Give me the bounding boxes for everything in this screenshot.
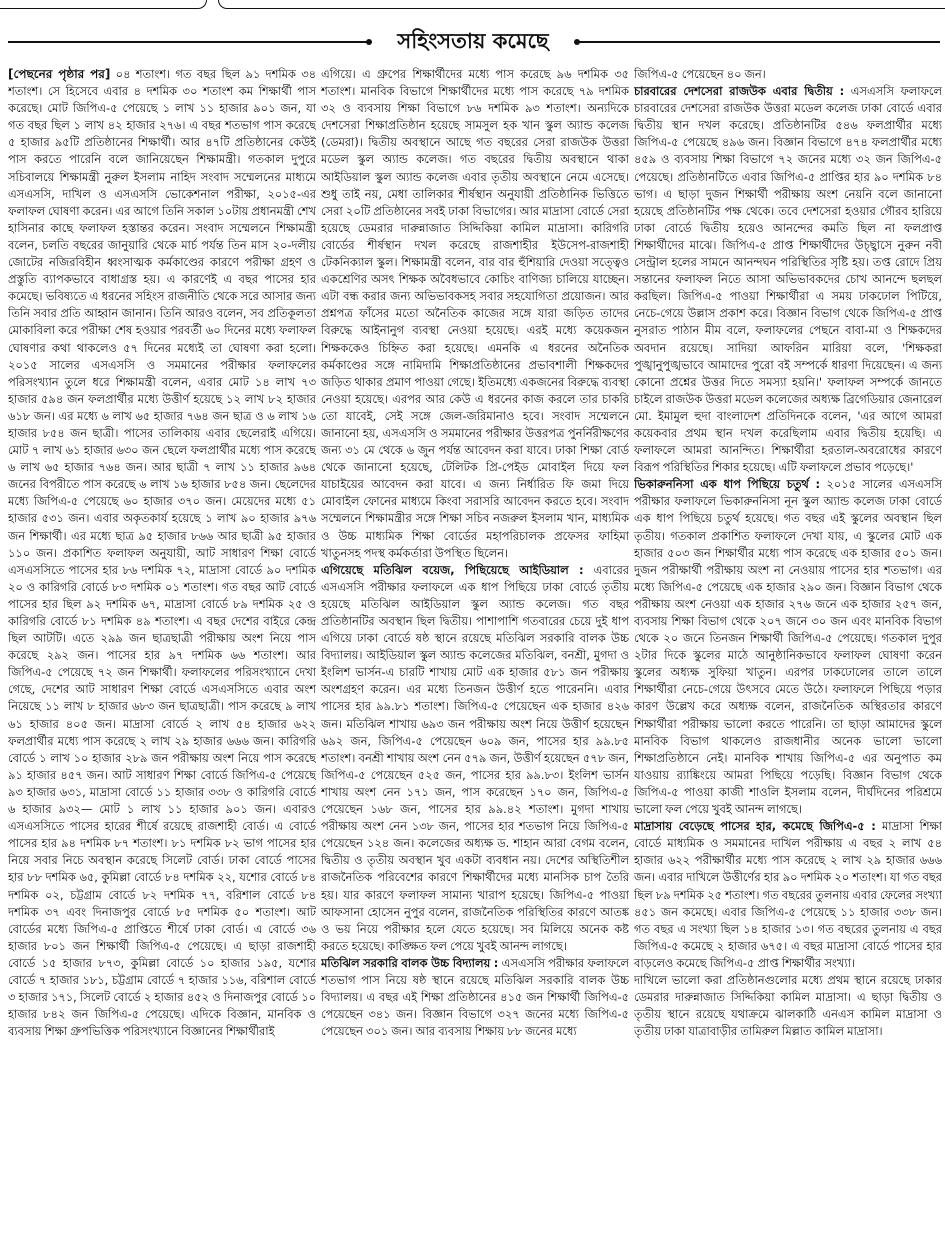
paragraph-text: এসএসসি ফলাফলে চারবারের দেশসেরা রাজউক উত্তরা মডেল কলেজ ঢাকা বোর্ডে এবার দ্বিতীয় স্থান দখল করেছে। প্রতিষ্ঠানটির ৫৪৬ ফলপ্রার্থীর মধ্যে জিপিএ-৫ পেয়েছে ৪৯৬ জন। বিজ্ঞান বিভাগে ৪৭৪ ফলপ্রার্থীর মধ্যে ৪৫৯ ও ব্যবসায় শিক্ষা বিভাগে ৭২ জনের মধ্যে ৩২ জন জিপিএ-৫ পেয়েছে। প্রতিষ্ঠানটিতে এবার জিপিএ-৫ প্রাপ্তির হার ৯০ দশমিক ৮৪ ভাগ। এ ছাড়া দুজন শিক্ষার্থী পরীক্ষায় অংশ নেয়নি বলে জানানো হয়েছে প্রতিষ্ঠানটির পক্ষ থেকে। তবে দেশসেরা হওয়ার গৌরব হারিয়ে ঢাকা বোর্ডে দ্বিতীয় হয়েও আনন্দের কমতি ছিল না ফলপ্রাপ্ত শিক্ষার্থীদের মাঝে। জিপিএ-৫ প্রাপ্ত শিক্ষার্থীদের উচ্ছ্বাসে নুরুন নবী সেন্ট্রাল হলের সামনে আনন্দঘন পরিস্থিতির সৃষ্টি হয়। তপ্ত রোদে প্রিয় সন্তানের ফলাফল নিতে আসা অভিভাবকদের চোখ আনন্দে ছলছল করছিল। জিপিএ-৫ পাওয়া শিক্ষার্থীরা এ সময় ঢাকঢোল পিটিয়ে, নেচে-গেয়ে উল্লাস প্রকাশ করে। বিজ্ঞান বিভাগ থেকে জিপিএ-৫ প্রাপ্ত নুসরাত পাঠান মীম বলে, ফলাফলের পেছনে বাবা-মা ও শিক্ষকদের অবদান রয়েছে। সাদিয়া আফরিন মারিয়া বলে, 'শিক্ষকরা পুঙ্খানুপুঙ্খভাবে আমাদের পুরো বই সম্পর্কে ধারণা দিয়েছেন। এ জন্য কোনো প্রশ্নের উত্তর দিতে সমস্যা হয়নি।' ফলাফল সম্পর্কে জানতে চাইলে রাজউক উত্তরা মডেল কলেজের অধ্যক্ষ ব্রিগেডিয়ার জেনারেল মো. ইমামুল হুদা বাংলাদেশ প্রতিদিনকে বলেন, 'এর আগে আমরা কয়েকবার প্রথম স্থান দখল করেছিলাম এবার দ্বিতীয় হয়েছি। এ ফলাফলে আমরা আনন্দিত। শিক্ষার্থীরা হরতাল-অবরোধের কারণে বিরূপ পরিস্থিতির শিকার হয়েছে। এটি ফলাফলে প্রভাব পড়েছে।' (634, 84, 942, 475)
article-paragraph (634, 83, 942, 476)
section-subhead: এগিয়েছে মতিঝিল বয়েজ, পিছিয়েছে আইডিয়াল : (321, 562, 584, 577)
section-subhead: মাদ্রাসায় বেড়েছে পাসের হার, কমেছে জিপিএ-৫ : (634, 819, 876, 834)
paragraph-text: ২০১৫ সালের এসএসসি পরীক্ষার ফলাফলে ভিকারুননিসা নূন স্কুল অ্যান্ড কলেজ ঢাকা বোর্ডে এক ধাপ পিছিয়ে চতুর্থ হয়েছে। গত বছর এই স্কুলের অবস্থান ছিল তৃতীয়। গতকাল প্রকাশিত ফলাফলে দেখা যায়, এ স্কুলের মোট এক হাজার ৫০৩ জন শিক্ষার্থীর মধ্যে পাস করেছে এক হাজার ৫০১ জন। দুজন পরীক্ষার্থী পরীক্ষায় অংশ না নেওয়ায় পাসের হার শতভাগ। এর মধ্যে জিপিএ-৫ পেয়েছে এক হাজার ২৯০ জন। বিজ্ঞান বিভাগ থেকে পরীক্ষায় অংশ নেওয়া এক হাজার ২৭৬ জনে এক হাজার ২৫৭ জন, ব্যবসায় শিক্ষা বিভাগ থেকে ২০৭ জনে ৩০ জন এবং মানবিক বিভাগ থেকে ২০ জনে তিনজন শিক্ষার্থী জিপিএ-৫ পেয়েছে। গতকাল দুপুর ২টার দিকে স্কুলের মাঠে আনুষ্ঠানিকভাবে ফলাফল ঘোষণা করেন স্কুলের অধ্যক্ষ সুফিয়া খাতুন। এরপর ঢাকঢোলের তালে তালে শিক্ষার্থীরা নেচে-গেয়ে উৎসবে মেতে উঠে। ফলাফলে পিছিয়ে পড়ার কারণ উল্লেখ করে অধ্যক্ষ বলেন, রাজনৈতিক অস্থিরতার কারণে শিক্ষার্থীরা পরীক্ষায় ভালো করতে পারেনি। তা ছাড়া আমাদের স্কুলে মানবিক বিভাগ থাকলেও রাজধানীর অনেক ভালো ভালো শিক্ষাপ্রতিষ্ঠানে নেই। মানবিক শাখায় জিপিএ-৫ এর অনুপাত কম যাওয়ায় র‍্যাঙ্কিংয়ে আমরা পিছিয়ে পড়েছি। বিজ্ঞান বিভাগ থেকে জিপিএ-৫ পাওয়া কাজী শাওলি ইসলাম বলেন, দীর্ঘদিনের পরিশ্রমে ভালো ফল পেয়ে খুবই আনন্দ লাগছে। (634, 477, 942, 817)
article-columns (8, 66, 942, 1254)
headline-rule-left (8, 41, 368, 43)
paragraph-text: জিপিএ-৫ পেয়েছেন ৪০ জন। (634, 67, 766, 81)
article-paragraph (321, 955, 629, 1040)
article-paragraph (634, 476, 942, 818)
section-subhead: চারবারের দেশসেরা রাজউক এবার দ্বিতীয় : (634, 84, 845, 99)
section-subhead: মতিঝিল সরকারি বালক উচ্চ বিদ্যালয় : (321, 955, 499, 970)
article-paragraph (321, 562, 629, 955)
headline-row (0, 22, 945, 62)
paragraph-text: এসএসসি পরীক্ষার ফলাফলে শতভাগ পাস নিয়ে ষষ্ঠ স্থানে রয়েছে মতিঝিল সরকারি বালক উচ্চ বিদ্যালয়। এ বছর এই শিক্ষা প্রতিষ্ঠানের ৪১৫ জন শিক্ষার্থী জিপিএ-৫ পেয়েছেন ৩৪১ জন। বিজ্ঞান বিভাগে ৩২৭ জনের মধ্যে জিপিএ-৫ পেয়েছেন ৩০১ জন। আর ব্যবসায় শিক্ষায় ৮৮ জনের মধ্যে (321, 955, 629, 1039)
article-column-1 (8, 66, 316, 1254)
paragraph-text: মাদ্রাসা শিক্ষা বোর্ডে মাধ্যমিক ও সমমানের দাখিল পরীক্ষায় এ বছর ২ লাখ ৫৪ হাজার ৬২২ পরীক্ষার্থীর মধ্যে পাস করেছে ২ লাখ ২৯ হাজার ৬৬৬ জন। এবার দাখিলে উত্তীর্ণের হার ৯০ দশমিক ২০ শতাংশ। যা গত বছর ছিল ৮৯ দশমিক ২৫ শতাংশ। গত বছরের তুলনায় এবার ফেলের সংখ্যা ৪৫১ জন কমেছে। এবার জিপিএ-৫ পেয়েছে ১১ হাজার ৩৩৮ জন। গত বছর এ সংখ্যা ছিল ১৪ হাজার ১৩। গত বছরের তুলনায় এ বছর জিপিএ-৫ কমেছে ২ হাজার ৬৭৫। এ বছর মাদ্রাসা বোর্ডে পাসের হার বাড়লেও কমেছে জিপিএ-৫ প্রাপ্ত শিক্ষার্থীর সংখ্যা। (634, 819, 942, 970)
paragraph-text: ০৪ শতাংশ। গত বছর ছিল ৯১ দশমিক ৩৪ শতাংশ। সে হিসেবে এবার ৪ দশমিক ৩০ শতাংশ কম শিক্ষার্থী পাস করেছে। মোট জিপিএ-৫ পেয়েছে ১ লাখ ১১ হাজার ৯০১ জন, যা গত বছর ছিল ১ লাখ ৪২ হাজার ২৭৬। এ বছর শতভাগ পাস করেছে ৫ হাজার ৯৫টি প্রতিষ্ঠানের শিক্ষার্থী। আর ৪৭টি প্রতিষ্ঠানের কেউই পাস করতে পারেনি বলে জানিয়েছেন শিক্ষামন্ত্রী। গতকাল দুপুরে সচিবালয়ে শিক্ষামন্ত্রী নুরুল ইসলাম নাহিদ সংবাদ সম্মেলনের মাধ্যমে এসএসসি, দাখিল ও এসএসসি ভোকেশনাল পরীক্ষা, ২০১৫-এর ফলাফল ঘোষণা করেন। এর আগে তিনি সকাল ১০টায় প্রধানমন্ত্রী শেখ হাসিনার কাছে ফলাফল হস্তান্তর করেন। সংবাদ সম্মেলনে শিক্ষামন্ত্রী বলেন, চলতি বছরের জানুয়ারি থেকে মার্চ পর্যন্ত তিন মাস ২০-দলীয় জোটের নজিরবিহীন ধ্বংসাত্মক কর্মকাণ্ডের কারণে পরীক্ষা গ্রহণ ও প্রস্তুতি ব্যাপকভাবে বাধাগ্রস্ত হয়। এ কারণেই এ বছর পাসের হার কমেছে। ভবিষ্যতে এ ধরনের সহিংস রাজনীতি থেকে সরে আসার জন্য তিনি সবার প্রতি আহ্বান জানান। তিনি আরও বলেন, সব প্রতিকূলতা মোকাবিলা করে পরীক্ষা শেষ হওয়ার পরবর্তী ৬০ দিনের মধ্যে ফলাফল ঘোষণার কথা থাকলেও ৫৭ দিনের মধ্যেই তা ঘোষণা করা হলো। ২০১৫ সালের এসএসসি ও সমমানের পরীক্ষার ফলাফলের পরিসংখ্যান তুলে ধরে শিক্ষামন্ত্রী বলেন, এবার মোট ১৪ লাখ ৭৩ হাজার ৫৯৪ জন ফলপ্রার্থীর মধ্যে উত্তীর্ণ হয়েছে ১২ লাখ ৮২ হাজার ৬১৮ জন। এর মধ্যে ৬ লাখ ৬৫ হাজার ৭৬৪ জন ছাত্র ও ৬ লাখ ১৬ হাজার ৮৫৪ জন ছাত্রী। পাসের তালিকায় এবার ছেলেরাই এগিয়ে। মোট ৭ লাখ ৬১ হাজার ৬৩০ জন ছেলে ফলপ্রার্থীর মধ্যে পাস করেছে ৬ লাখ ৬৫ হাজার ৭৬৪ জন। আর ছাত্রী ৭ লাখ ১১ হাজার ৯৬৪ জনের বিপরীতে পাস করেছে ৬ লাখ ১৬ হাজার ৮৫৪ জন। ছেলেদের মধ্যে জিপিএ-৫ পেয়েছে ৬০ হাজার ৩৭০ জন। মেয়েদের মধ্যে ৫১ হাজার ৫৩১ জন। এবার অকৃতকার্য হয়েছে ১ লাখ ৯০ হাজার ৯৭৬ জন শিক্ষার্থী। এর মধ্যে ছাত্র ৯৫ হাজার ৮৬৬ আর ছাত্রী ৯৫ হাজার ১১০ জন। প্রকাশিত ফলাফল অনুযায়ী, আট সাধারণ শিক্ষা বোর্ডে এসএসসিতে পাসের হার ৮৬ দশমিক ৭২, মাদ্রাসা বোর্ডে ৯০ দশমিক ২০ ও কারিগরি বোর্ডে ৮৩ দশমিক ০১ শতাংশ। গত বছর আট বোর্ডে পাসের হার ছিল ৯২ দশমিক ৬৭, মাদ্রাসা বোর্ডে ৮৯ দশমিক ২৫ ও কারিগরি বোর্ডে ৮১ দশমিক ৪৯ শতাংশ। এ বছর দেশের বাইরে কেন্দ্র ছিল আটটি। এতে ২৯৯ জন ছাত্রছাত্রী পরীক্ষায় অংশ নিয়ে পাস করেছে ২৯২ জন। পাসের হার ৯৭ দশমিক ৬৬ শতাংশ। আর জিপিএ-৫ পেয়েছে ৭২ জন শিক্ষার্থী। ফলাফলের পরিসংখ্যানে দেখা গেছে, দেশের আট সাধারণ শিক্ষা বোর্ডে এসএসসিতে এবার অংশ নিয়েছে ১১ লাখ ৮ হাজার ৬৮৩ জন ছাত্রছাত্রী। পাস করেছে ৯ লাখ ৬১ হাজার ৪০৫ জন। মাদ্রাসা বোর্ডে ২ লাখ ৫৪ হাজার ৬২২ ফলপ্রার্থীর মধ্যে পাস করেছে ২ লাখ ২৯ হাজার ৬৬৬ জন। কারিগরি বোর্ডে ১ লাখ ১০ হাজার ২৮৯ জন পরীক্ষায় অংশ নিয়ে পাস করেছে ৯১ হাজার ৪৫৭ জন। আট সাধারণ শিক্ষা বোর্ডে জিপিএ-৫ পেয়েছে ৯৩ হাজার ৬৩১, মাদ্রাসা বোর্ডে ১১ হাজার ৩৩৮ ও কারিগরি বোর্ডে ৬ হাজার ৯৩২— মোট ১ লাখ ১১ হাজার ৯০১ জন। এবারও এসএসসিতে পাসের হারের শীর্ষে রয়েছে রাজশাহী বোর্ড। এ বোর্ডে পাসের হার ৯৪ দশমিক ৮৭ শতাংশ। ৮১ দশমিক ৮২ ভাগ পাসের হার নিয়ে সবার নিচে অবস্থান করেছে সিলেট বোর্ড। ঢাকা বোর্ডে পাসের হার ৮৮ দশমিক ৬৫, কুমিল্লা বোর্ডে ৮৪ দশমিক ২২, যশোর বোর্ডে ৮৪ দশমিক ০২, চট্টগ্রাম বোর্ডে ৮২ দশমিক ৭৭, বরিশাল বোর্ডে ৮৪ দশমিক ৩৭ এবং দিনাজপুর বোর্ডে ৮৫ দশমিক ৫০ শতাংশ। আট বোর্ডের মধ্যে জিপিএ-৫ প্রাপ্তিতে শীর্ষে ঢাকা বোর্ড। এ বোর্ডে ৩৬ হাজার ৮০১ জন শিক্ষার্থী জিপিএ-৫ পেয়েছে। এ ছাড়া রাজশাহী বোর্ডে ১৫ হাজার ৮৭৩, কুমিল্লা বোর্ডে ১০ হাজার ১৯৫, যশোর বোর্ডে ৭ হাজার ১৮১, চট্টগ্রাম বোর্ডে ৭ হাজার ১১৬, বরিশাল বোর্ডে ৩ হাজার ১৭১, সিলেট বোর্ডে ২ হাজার ৪৫২ ও দিনাজপুর বোর্ডে ১০ হাজার ৮৪২ জন জিপিএ-৫ পেয়েছে। এদিকে বিজ্ঞান, মানবিক ও ব্যবসায় শিক্ষা গ্রুপভিত্তিক পরিসংখ্যানে বিজ্ঞানের শিক্ষার্থীরাই (8, 67, 316, 1039)
article-column-2 (321, 66, 629, 1254)
headline-rule-right (578, 41, 940, 43)
paragraph-text: দাখিলে ভালো করা প্রতিষ্ঠানগুলোর মধ্যে প্রথম স্থানে রয়েছে ঢাকার ডেমরার দারুন্নাজাত সিদ্দিকিয়া কামিল মাদ্রাসা। এ ছাড়া দ্বিতীয় ও তৃতীয় স্থানে রয়েছে যথাক্রমে ঝালকাঠি এনএস কামিল মাদ্রাসা ও তৃতীয় ঢাকা যাত্রাবাড়ীর তামিরুল মিল্লাত কামিল মাদ্রাসা। (634, 972, 942, 1039)
article-paragraph (321, 66, 629, 562)
article-paragraph (634, 972, 942, 1040)
top-border-left (0, 0, 207, 9)
continuation-label: [পেছনের পৃষ্ঠার পর] (8, 67, 111, 81)
article-column-3 (634, 66, 942, 1254)
article-paragraph (634, 818, 942, 972)
paragraph-text: এগিয়ে। এ গ্রুপের শিক্ষার্থীদের মধ্যে পাস করেছে ৯৬ দশমিক ৩৫ শতাংশ। মানবিক বিভাগে শিক্ষার্থীদের মধ্যে পাস করেছে ৭৯ দশমিক ৩২ ও ব্যবসায় শিক্ষা বিভাগে ৮৬ দশমিক ৯৩ শতাংশ। অন্যদিকে দেশসেরা শিক্ষাপ্রতিষ্ঠান হয়েছে সামসুল হক খান স্কুল অ্যান্ড কলেজ (ডেমরা)। দ্বিতীয় অবস্থানে আছে গত বছরের সেরা রাজউক উত্তরা মডেল স্কুল অ্যান্ড কলেজ। গত বছরের দ্বিতীয় অবস্থানে থাকা আইডিয়াল স্কুল অ্যান্ড কলেজ এবার তৃতীয় অবস্থানে নেমে এসেছে। শুধু তাই নয়, মেধা তালিকার শীর্ষস্থান অনুযায়ী প্রতিষ্ঠানিক ভিত্তিতে সেরা ২০টি প্রতিষ্ঠানের সবই ঢাকা বিভাগের। আর মাদ্রাসা বোর্ডে সেরা হয়েছে ডেমরার দারুন্নাজাত সিদ্দিকিয়া কামিল মাদ্রাসা। কারিগরি বোর্ডের শীর্ষস্থান দখল করেছে রাজশাহীর ইউসেপ-রাজশাহী টেকনিক্যাল স্কুল। শিক্ষামন্ত্রী বলেন, বার বার হুঁশিয়ারি দেওয়া সত্ত্বেও একশ্রেণির অসৎ শিক্ষক অবৈধভাবে কোচিং বাণিজ্য চালিয়ে যাচ্ছেন। এটা বন্ধ করার জন্য অভিভাবকসহ সবার সহযোগিতা প্রয়োজন। আর প্রশ্নপত্র ফাঁসের মতো অনৈতিক কাজের সঙ্গে যারা জড়িত তাদের বিরুদ্ধে আইনানুগ ব্যবস্থা নেওয়া হয়েছে। এরই মধ্যে কয়েকজন শিক্ষককেও চিহ্নিত করা হয়েছে। এমনকি এ ধরনের অনৈতিক কর্মকাণ্ডের সঙ্গে নামিদামি শিক্ষাপ্রতিষ্ঠানের প্রভাবশালী শিক্ষকদের জড়িত থাকার প্রমাণ পাওয়া গেছে। ইতিমধ্যে একজনের বিরুদ্ধে ব্যবস্থা নেওয়া হয়েছে। এরপর আর কেউ এ ধরনের কাজ করলে তার চাকরি তো যাবেই, সেই সঙ্গে জেল-জরিমানাও হবে। সংবাদ সম্মেলনে জানানো হয়, এসএসসি ও সমমানের পরীক্ষার উত্তরপত্র পুনর্নিরীক্ষণের জন্য ৩১ মে থেকে ৬ জুন পর্যন্ত আবেদন করা যাবে। ঢাকা শিক্ষা বোর্ড থেকে জানানো হয়েছে, টেলিটক প্রি-পেইড মোবাইল দিয়ে ফল যাচাইয়ের আবেদন করা যাবে। এ জন্য নির্ধারিত ফি জমা দিয়ে মোবাইল ফোনের মাধ্যমে কিংবা সরাসরি আবেদন করতে হবে। সংবাদ সম্মেলনে শিক্ষামন্ত্রীর সঙ্গে শিক্ষা সচিব নজরুল ইসলাম খান, মাধ্যমিক ও উচ্চ মাধ্যমিক শিক্ষা বোর্ডের মহাপরিচালক প্রফেসর ফাহিমা খাতুনসহ পদস্থ কর্মকর্তারা উপস্থিত ছিলেন। (321, 67, 629, 560)
section-subhead: ভিকারুননিসা এক ধাপ পিছিয়ে চতুর্থ : (634, 477, 821, 492)
article-paragraph (634, 66, 942, 83)
paragraph-text: এবারের এসএসসি পরীক্ষার ফলাফলে এক ধাপ পিছিয়ে ঢাকা বোর্ডে তৃতীয় হয়েছে মতিঝিল আইডিয়াল স্কুল অ্যান্ড কলেজ। গত বছর প্রতিষ্ঠানটির অবস্থান ছিল দ্বিতীয়। পাশাপাশি গতবারের চেয়ে দুই ধাপ এগিয়ে ঢাকা বোর্ডে ষষ্ঠ স্থানে রয়েছে মতিঝিল সরকারি বালক উচ্চ বিদ্যালয়। আইডিয়াল স্কুল অ্যান্ড কলেজের মতিঝিল, বনশ্রী, মুগদা ও ইংলিশ ভার্সন-এ চারটি শাখায় মোট এক হাজার ৫৮১ জন পরীক্ষায় অংশগ্রহণ করেন। এর মধ্যে তিনজন উত্তীর্ণ হতে পারেননি। এবার পাসের হার ৯৯.৮১ শতাংশ। জিপিএ-৫ পেয়েছেন এক হাজার ৪২৬ জন। মতিঝিল শাখায় ৬৯৩ জন পরীক্ষায় অংশ নিয়ে উত্তীর্ণ হয়েছেন ৬৯২ জন, জিপিএ-৫ পেয়েছেন ৬০৯ জন, পাসের হার ৯৯.৮৫ শতাংশ। বনশ্রী শাখায় অংশ নেন ৫৭৯ জন, উত্তীর্ণ হয়েছেন ৫৭৮ জন, জিপিএ-৫ পেয়েছেন ৫২৫ জন, পাসের হার ৯৯.৮৩। ইংলিশ ভার্সন শাখায় অংশ নেন ১৭১ জন, পাস করেছেন ১৭০ জন, জিপিএ-৫ পেয়েছেন ১৬৮ জন, পাসের হার ৯৯.৪২ শতাংশ। মুগদা শাখায় পরীক্ষায় অংশ নেন ১৩৮ জন, পাসের হার শতভাগ নিয়ে জিপিএ-৫ পেয়েছেন ১২৪ জন। কলেজের অধ্যক্ষ ড. শাহান আরা বেগম বলেন, দ্বিতীয় ও তৃতীয় অবস্থান খুব একটা ব্যবধান নয়। দেশের অস্থিতিশীল রাজনৈতিক পরিবেশের কারণে শিক্ষার্থীদের মধ্যে মানসিক চাপ তৈরি হয়। যার কারণে ফলাফল সামান্য খারাপ হয়েছে। জিপিএ-৫ পাওয়া আফসানা হোসেন নুপুর বলেন, রাজনৈতিক পরিস্থিতির কারণে আতঙ্ক ও ভয় নিয়ে পরীক্ষার হলে যেতে হয়েছে। সব মিলিয়ে অনেক কষ্ট করতে হয়েছে। কাঙ্ক্ষিত ফল পেয়ে খুবই আনন্দ লাগছে। (321, 562, 629, 953)
article-paragraph (8, 66, 316, 1040)
article-headline: সহিংসতায় কমেছে (397, 28, 549, 53)
top-border-right (218, 0, 945, 9)
